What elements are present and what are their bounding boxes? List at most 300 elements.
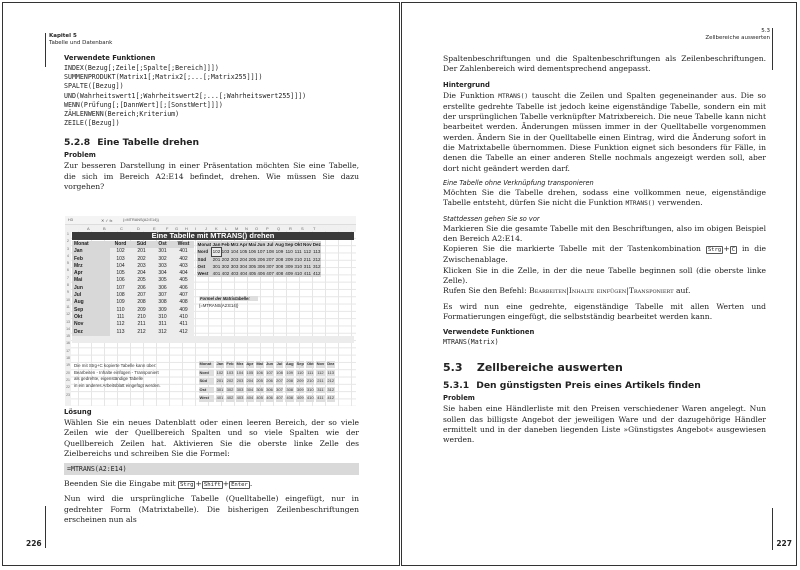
cell[interactable]: 108: [276, 369, 283, 375]
cell[interactable]: 411: [303, 271, 311, 277]
cell[interactable]: 403: [173, 263, 194, 270]
row-number[interactable]: 4: [67, 253, 69, 258]
right-page: [401, 2, 797, 566]
cell[interactable]: 111: [307, 369, 314, 375]
cell[interactable]: 403: [230, 271, 239, 277]
cell[interactable]: 207: [131, 292, 152, 299]
text-span: tauscht die Zeilen und Spalten gegeneinander aus. Die so erstellte gedrehte Tabelle ist jedoch keine eigenständige Tabelle, sondern ein mit der ursprünglichen Tabelle verknüpfter Matrixbereich. Die neue Tabelle kann nicht bearbeitet werden. Änderungen müssen immer in der Quelltabelle vorgenommen werden. Ändern Sie in der Quelltabelle einen Eintrag, wird die Änderung sofort in die Matrixtabelle übernommen. Diese Funktion eignet sich besonders für Fälle, in denen die Tabelle an einer anderen Stelle nochmals angezeigt werden soll, aber dort nicht geändert werden darf.: [443, 90, 766, 173]
cell[interactable]: 103: [221, 249, 230, 255]
header-rule: [45, 33, 46, 67]
cell[interactable]: Jul: [72, 292, 110, 299]
cell[interactable]: 111: [110, 314, 131, 321]
text-span: Die Funktion: [443, 90, 495, 100]
table-row: [72, 270, 194, 277]
cell[interactable]: 206: [131, 285, 152, 292]
subheading-no-link: Eine Tabelle ohne Verknüpfung transponieren: [443, 178, 594, 187]
cell[interactable]: 204: [246, 378, 254, 383]
row-number[interactable]: 13: [66, 319, 70, 324]
cell[interactable]: 406: [173, 285, 194, 292]
section-number: 5.3: [761, 28, 770, 34]
cell[interactable]: 210: [306, 378, 314, 383]
formula-bar: [65, 216, 356, 225]
cell[interactable]: 306: [266, 386, 273, 392]
cell[interactable]: 304: [152, 270, 173, 277]
cell[interactable]: 209: [285, 256, 293, 262]
cell[interactable]: 303: [152, 263, 173, 270]
cell[interactable]: 205: [256, 378, 263, 383]
cell[interactable]: West: [197, 270, 212, 277]
row-number[interactable]: 19: [66, 363, 70, 368]
column-header[interactable]: P: [266, 226, 269, 231]
cell[interactable]: 302: [221, 263, 230, 269]
cell[interactable]: 210: [131, 314, 152, 321]
cell[interactable]: 407: [173, 292, 194, 299]
cell[interactable]: 211: [303, 256, 311, 262]
cell[interactable]: 212: [327, 378, 335, 383]
row-number[interactable]: 14: [66, 326, 70, 331]
cell[interactable]: 106: [248, 249, 257, 255]
cell[interactable]: 112: [303, 249, 311, 255]
cell[interactable]: 104: [236, 369, 244, 375]
row-number[interactable]: 10: [66, 297, 70, 302]
row-number[interactable]: 21: [66, 377, 70, 382]
cell[interactable]: Feb: [221, 242, 230, 247]
cell[interactable]: Süd: [197, 256, 212, 263]
cell[interactable]: Mai: [248, 242, 257, 247]
cell[interactable]: Mrz: [230, 242, 239, 247]
cell[interactable]: 405: [256, 395, 263, 400]
cell[interactable]: 410: [294, 271, 302, 277]
cell[interactable]: Jan: [212, 242, 221, 247]
column-header[interactable]: C: [120, 226, 123, 231]
cell[interactable]: 112: [317, 369, 324, 375]
cell[interactable]: 305: [248, 263, 257, 269]
cell[interactable]: 302: [226, 386, 234, 392]
column-header[interactable]: A: [87, 226, 90, 231]
cell[interactable]: 109: [286, 369, 294, 375]
row-number[interactable]: 5: [67, 261, 69, 266]
formula-code-box: =MTRANS(A2:E14): [64, 463, 359, 475]
problem-text: Sie haben eine Händlerliste mit den Preisen verschiedener Waren angelegt. Nun sollen das billigste Angebot der jeweiligen Ware und der dazugehörige Händler ermittelt und in der daneben liegenden Liste »Günstigstes Angebot« ausgewiesen werden.: [443, 404, 766, 445]
column-header[interactable]: B: [103, 226, 106, 231]
cell[interactable]: Apr: [72, 270, 110, 277]
cell[interactable]: Ost: [152, 241, 173, 248]
cell[interactable]: 103: [226, 369, 234, 375]
cell[interactable]: 208: [275, 256, 284, 262]
key-enter: Enter: [231, 482, 248, 489]
running-header: [705, 28, 770, 42]
table-row: [72, 277, 194, 284]
subsection-number: 5.3.1: [443, 380, 470, 392]
row-number[interactable]: 17: [66, 348, 70, 353]
cell[interactable]: 201: [216, 378, 224, 383]
cell[interactable]: 308: [286, 386, 294, 392]
header-row: [72, 241, 194, 248]
cell[interactable]: Ost: [197, 263, 212, 270]
cell[interactable]: 406: [257, 271, 266, 277]
row-number[interactable]: 16: [66, 341, 70, 346]
cell[interactable]: 206: [257, 256, 266, 262]
cell[interactable]: 211: [131, 321, 152, 328]
cell[interactable]: Nord: [199, 370, 214, 377]
row-number[interactable]: 3: [67, 246, 69, 251]
note-line: als gedrehte, eigenständige Tabelle: [74, 376, 144, 382]
spreadsheet-figure: [65, 216, 356, 406]
column-header[interactable]: L: [225, 226, 228, 231]
cell[interactable]: Okt: [294, 242, 302, 247]
transposed-copy-table: [197, 359, 337, 404]
table-row: [72, 314, 194, 321]
cell[interactable]: 102: [216, 369, 224, 375]
cell[interactable]: 110: [110, 307, 131, 314]
cell[interactable]: Jul: [276, 361, 283, 366]
cell[interactable]: 312: [152, 329, 173, 336]
cell[interactable]: 113: [110, 329, 131, 336]
column-header[interactable]: G: [175, 226, 179, 231]
cell[interactable]: Monat: [197, 242, 212, 247]
text-span: in die Zwischenablage.: [443, 244, 766, 265]
row-numbers: [65, 231, 71, 406]
cell[interactable]: 107: [257, 249, 266, 255]
cell[interactable]: Nov: [316, 361, 325, 366]
cell[interactable]: 301: [216, 386, 224, 392]
cell[interactable]: 311: [317, 386, 324, 392]
cell[interactable]: 307: [266, 263, 274, 269]
cell[interactable]: Sep: [296, 361, 304, 366]
cell[interactable]: 207: [276, 378, 283, 383]
cell[interactable]: 404: [239, 271, 248, 277]
table-row: [199, 378, 335, 385]
table-row: [72, 263, 194, 270]
cell[interactable]: 102: [110, 248, 131, 255]
cell[interactable]: 302: [152, 256, 173, 263]
cell[interactable]: 211: [317, 378, 324, 383]
column-header[interactable]: H: [185, 226, 188, 231]
step-1: Markieren Sie die gesamte Tabelle mit den Beschriftungen, also im obigen Beispiel den Bereich A2:E14.: [443, 223, 766, 243]
row-number[interactable]: 18: [66, 356, 70, 361]
cell[interactable]: 401: [212, 271, 221, 277]
cell[interactable]: 105: [239, 249, 248, 255]
cell[interactable]: 109: [110, 299, 131, 306]
cell[interactable]: Feb: [72, 256, 110, 263]
cell[interactable]: Jun: [72, 285, 110, 292]
cell[interactable]: Sep: [284, 242, 294, 247]
text-span: verwenden.: [657, 198, 703, 208]
cell[interactable]: 207: [266, 256, 274, 262]
cell[interactable]: Mai: [72, 277, 110, 284]
section-heading: [64, 137, 359, 148]
cell[interactable]: 307: [276, 386, 283, 392]
cell[interactable]: 309: [296, 386, 304, 392]
cell[interactable]: 102: [212, 249, 221, 255]
cell[interactable]: Jul: [266, 242, 274, 247]
cell[interactable]: 408: [286, 395, 294, 400]
cell[interactable]: 308: [152, 299, 173, 306]
cell[interactable]: Aug: [72, 299, 110, 306]
cell[interactable]: Nov: [303, 242, 312, 247]
cell[interactable]: 212: [312, 256, 321, 262]
cell[interactable]: Nord: [197, 248, 212, 255]
section-heading: [443, 361, 766, 374]
row-number[interactable]: 12: [66, 312, 70, 317]
cell[interactable]: Jan: [72, 248, 110, 255]
cell[interactable]: Mrz: [72, 263, 110, 270]
cell[interactable]: 308: [275, 263, 284, 269]
function-item: WENN(Prüfung[;[DannWert][;[SonstWert]]]): [64, 100, 223, 109]
cell[interactable]: Ost: [199, 387, 214, 394]
note-line: Bearbeiten - Inhalte einfügen - Transponiert: [74, 369, 159, 375]
subsection-title: Den günstigsten Preis eines Artikels finden: [476, 380, 701, 392]
cell[interactable]: 309: [285, 263, 293, 269]
section-title: Zellbereiche auswerten: [476, 361, 623, 375]
cell[interactable]: Süd: [199, 378, 214, 385]
cell[interactable]: 106: [110, 277, 131, 284]
inline-function: MTRANS(): [498, 92, 529, 100]
cell[interactable]: 405: [248, 271, 257, 277]
row-number[interactable]: 9: [67, 290, 69, 295]
column-header[interactable]: E: [153, 226, 156, 231]
cell[interactable]: 310: [294, 263, 302, 269]
cell[interactable]: 404: [173, 270, 194, 277]
cell[interactable]: 303: [236, 386, 244, 392]
cell[interactable]: Apr: [239, 242, 248, 247]
cell[interactable]: 205: [131, 277, 152, 284]
cell[interactable]: 202: [226, 378, 234, 383]
row-number[interactable]: 11: [66, 304, 70, 309]
cell[interactable]: 305: [152, 277, 173, 284]
cell[interactable]: 412: [173, 329, 194, 336]
column-header[interactable]: T: [313, 226, 316, 231]
cell[interactable]: 312: [327, 386, 335, 392]
cell[interactable]: 411: [173, 321, 194, 328]
function-item: SUMMENPRODUKT(Matrix1[;Matrix2[;...[;Matrix255]]]): [64, 73, 263, 82]
cell[interactable]: 108: [110, 292, 131, 299]
cell[interactable]: Jun: [266, 361, 274, 366]
cell[interactable]: 408: [275, 271, 284, 277]
solution-heading: Lösung: [64, 408, 92, 416]
cell[interactable]: 104: [110, 263, 131, 270]
cell[interactable]: West: [199, 395, 214, 402]
cell[interactable]: 403: [236, 395, 244, 400]
subsection-heading: [443, 380, 766, 391]
column-header[interactable]: N: [245, 226, 248, 231]
problem-text: Zur besseren Darstellung in einer Präsentation möchten Sie eine Tabelle, die sich im Bereich A2:E14 befindet, drehen. Wie müssen Sie dazu vorgehen?: [64, 161, 359, 192]
column-header[interactable]: R: [289, 226, 292, 231]
cell[interactable]: 111: [294, 249, 302, 255]
problem-heading: Problem: [64, 151, 96, 160]
cell[interactable]: Apr: [246, 361, 254, 366]
row-number[interactable]: 22: [66, 385, 70, 390]
cell[interactable]: 410: [306, 395, 314, 400]
row-number[interactable]: 6: [67, 268, 69, 273]
cell[interactable]: 203: [131, 263, 152, 270]
cell[interactable]: 311: [152, 321, 173, 328]
cell[interactable]: 204: [131, 270, 152, 277]
cell[interactable]: 203: [230, 256, 239, 262]
cell[interactable]: West: [173, 241, 194, 248]
result-text: Nun wird die ursprüngliche Tabelle (Quelltabelle) eingefügt, nur in gedrehter Form (Matrixtabelle). Die bisherigen Zeilenbeschriftungen erscheinen nun als: [64, 494, 359, 525]
column-header[interactable]: M: [235, 226, 239, 231]
cell[interactable]: 113: [327, 369, 334, 375]
cell[interactable]: 402: [221, 271, 230, 277]
cell[interactable]: Monat: [72, 241, 110, 248]
cell[interactable]: 108: [266, 249, 274, 255]
cell[interactable]: 206: [266, 378, 273, 383]
key-c: C: [731, 247, 736, 254]
cell[interactable]: Mrz: [236, 361, 244, 366]
column-header[interactable]: F: [166, 226, 169, 231]
cell[interactable]: 104: [230, 249, 239, 255]
cell[interactable]: 310: [306, 386, 314, 392]
cell[interactable]: 401: [173, 248, 194, 255]
column-header[interactable]: J: [205, 226, 207, 231]
cell[interactable]: Jan: [216, 361, 224, 366]
cell[interactable]: 201: [131, 248, 152, 255]
cell[interactable]: 310: [152, 314, 173, 321]
row-number[interactable]: 2: [67, 239, 69, 244]
cell[interactable]: 412: [312, 271, 321, 277]
cell[interactable]: Dez: [327, 361, 335, 366]
cell[interactable]: 402: [226, 395, 234, 400]
formula-content: {=MTRANS(A2:E14)}: [123, 218, 159, 222]
row-number[interactable]: 20: [66, 370, 70, 375]
cell[interactable]: 212: [131, 329, 152, 336]
cell[interactable]: 306: [152, 285, 173, 292]
cell[interactable]: 209: [296, 378, 304, 383]
source-table: [72, 241, 194, 336]
row-number[interactable]: 15: [66, 334, 70, 339]
cell[interactable]: Sep: [72, 307, 110, 314]
cell[interactable]: 201: [212, 256, 221, 262]
cell[interactable]: Okt: [72, 314, 110, 321]
cell[interactable]: 209: [131, 307, 152, 314]
cell[interactable]: Nord: [110, 241, 131, 248]
table-row: [72, 256, 194, 263]
cell[interactable]: 404: [246, 395, 254, 400]
footer-rule: [45, 506, 46, 548]
column-header[interactable]: K: [215, 226, 218, 231]
cell[interactable]: 407: [276, 395, 283, 400]
cell[interactable]: Jun: [257, 242, 266, 247]
section-number: 5.2.8: [64, 137, 91, 149]
cell[interactable]: 311: [303, 263, 311, 269]
cell[interactable]: 208: [286, 378, 294, 383]
continued-text: Spaltenbeschriftungen und die Spaltenbeschriftungen als Zeilenbeschriftungen. Der Zahlenbereich wird dementsprechend angepasst.: [443, 54, 766, 74]
cell[interactable]: 204: [239, 256, 248, 262]
cell[interactable]: 109: [275, 249, 284, 255]
fx-icon: ✕ ✓ fx: [101, 219, 113, 223]
cell[interactable]: 307: [152, 292, 173, 299]
cell[interactable]: 202: [131, 256, 152, 263]
row-number[interactable]: 8: [67, 283, 69, 288]
cell[interactable]: 411: [317, 395, 324, 400]
cell[interactable]: 410: [173, 314, 194, 321]
cell[interactable]: 208: [131, 299, 152, 306]
row-number[interactable]: 23: [66, 392, 70, 397]
cell[interactable]: 409: [285, 271, 293, 277]
cell[interactable]: 304: [246, 386, 254, 392]
cell[interactable]: 202: [221, 256, 230, 262]
cell[interactable]: 107: [110, 285, 131, 292]
cell[interactable]: 107: [266, 369, 273, 375]
cell[interactable]: Nov: [72, 321, 110, 328]
table-row: [197, 248, 321, 255]
cell[interactable]: 103: [110, 256, 131, 263]
chapter-number: Kapitel 5: [49, 33, 77, 39]
cell[interactable]: 205: [248, 256, 257, 262]
spreadsheet-note: [74, 363, 161, 389]
cell[interactable]: 303: [230, 263, 239, 269]
cell[interactable]: Okt: [306, 361, 314, 366]
cell[interactable]: 301: [152, 248, 173, 255]
cell[interactable]: 409: [173, 307, 194, 314]
result-paragraph: Es wird nun eine gedrehte, eigenständige Tabelle mit allen Werten und Formatierungen eingefügt, die selbstständig bearbeitet werden kann.: [443, 301, 766, 321]
table-row: [72, 292, 194, 299]
cell[interactable]: 409: [296, 395, 304, 400]
cell[interactable]: 402: [173, 256, 194, 263]
cell[interactable]: 105: [246, 369, 254, 375]
cell[interactable]: Dez: [312, 242, 321, 247]
cell[interactable]: Feb: [226, 361, 234, 366]
table-row: [197, 270, 321, 277]
left-page: [2, 2, 400, 566]
cell[interactable]: 405: [173, 277, 194, 284]
cell[interactable]: 203: [236, 378, 244, 383]
cell[interactable]: 412: [327, 395, 335, 400]
cell[interactable]: 113: [313, 249, 321, 255]
cell[interactable]: Aug: [274, 242, 284, 247]
cell[interactable]: 112: [110, 321, 131, 328]
column-header[interactable]: Q: [277, 226, 281, 231]
note-line: Die mit Strg+C kopierte Tabelle kann über:: [74, 363, 157, 368]
row-number[interactable]: 1: [67, 232, 69, 236]
cell[interactable]: Monat: [199, 361, 214, 368]
cell[interactable]: 406: [266, 395, 273, 400]
cell[interactable]: Mai: [256, 361, 263, 366]
cell[interactable]: Dez: [72, 329, 110, 336]
cell[interactable]: 401: [216, 395, 224, 400]
section-title: Zellbereiche auswerten: [705, 35, 770, 41]
cell[interactable]: 408: [173, 299, 194, 306]
column-header[interactable]: D: [137, 226, 140, 231]
text-span: Rufen Sie den Befehl:: [443, 286, 527, 296]
cell[interactable]: 106: [256, 369, 263, 375]
column-header[interactable]: I: [195, 226, 197, 231]
table-row: [197, 256, 321, 263]
cell[interactable]: 110: [285, 249, 293, 255]
column-header[interactable]: O: [255, 226, 259, 231]
header-row: [199, 361, 335, 368]
cell[interactable]: 110: [297, 369, 304, 375]
cell[interactable]: Süd: [131, 241, 152, 248]
cell[interactable]: 105: [110, 270, 131, 277]
note-line: in ein anderes Arbeitsblatt eingefügt werden.: [74, 382, 161, 388]
cell[interactable]: 304: [239, 263, 248, 269]
finish-text: Beenden Sie die Eingabe mit Strg + Shift + Enter .: [64, 479, 253, 489]
cell[interactable]: 312: [312, 263, 321, 269]
cell[interactable]: 306: [257, 263, 266, 269]
column-header[interactable]: S: [301, 226, 304, 231]
cell[interactable]: 309: [152, 307, 173, 314]
table-row: [72, 329, 194, 336]
cell[interactable]: 305: [256, 386, 263, 392]
cell[interactable]: 301: [212, 263, 221, 269]
cell[interactable]: 407: [266, 271, 274, 277]
cell[interactable]: Aug: [285, 361, 294, 366]
formula-value: {=MTRANS(A2:E14)}: [199, 303, 239, 308]
row-number[interactable]: 7: [67, 275, 69, 280]
cell[interactable]: 210: [294, 256, 302, 262]
